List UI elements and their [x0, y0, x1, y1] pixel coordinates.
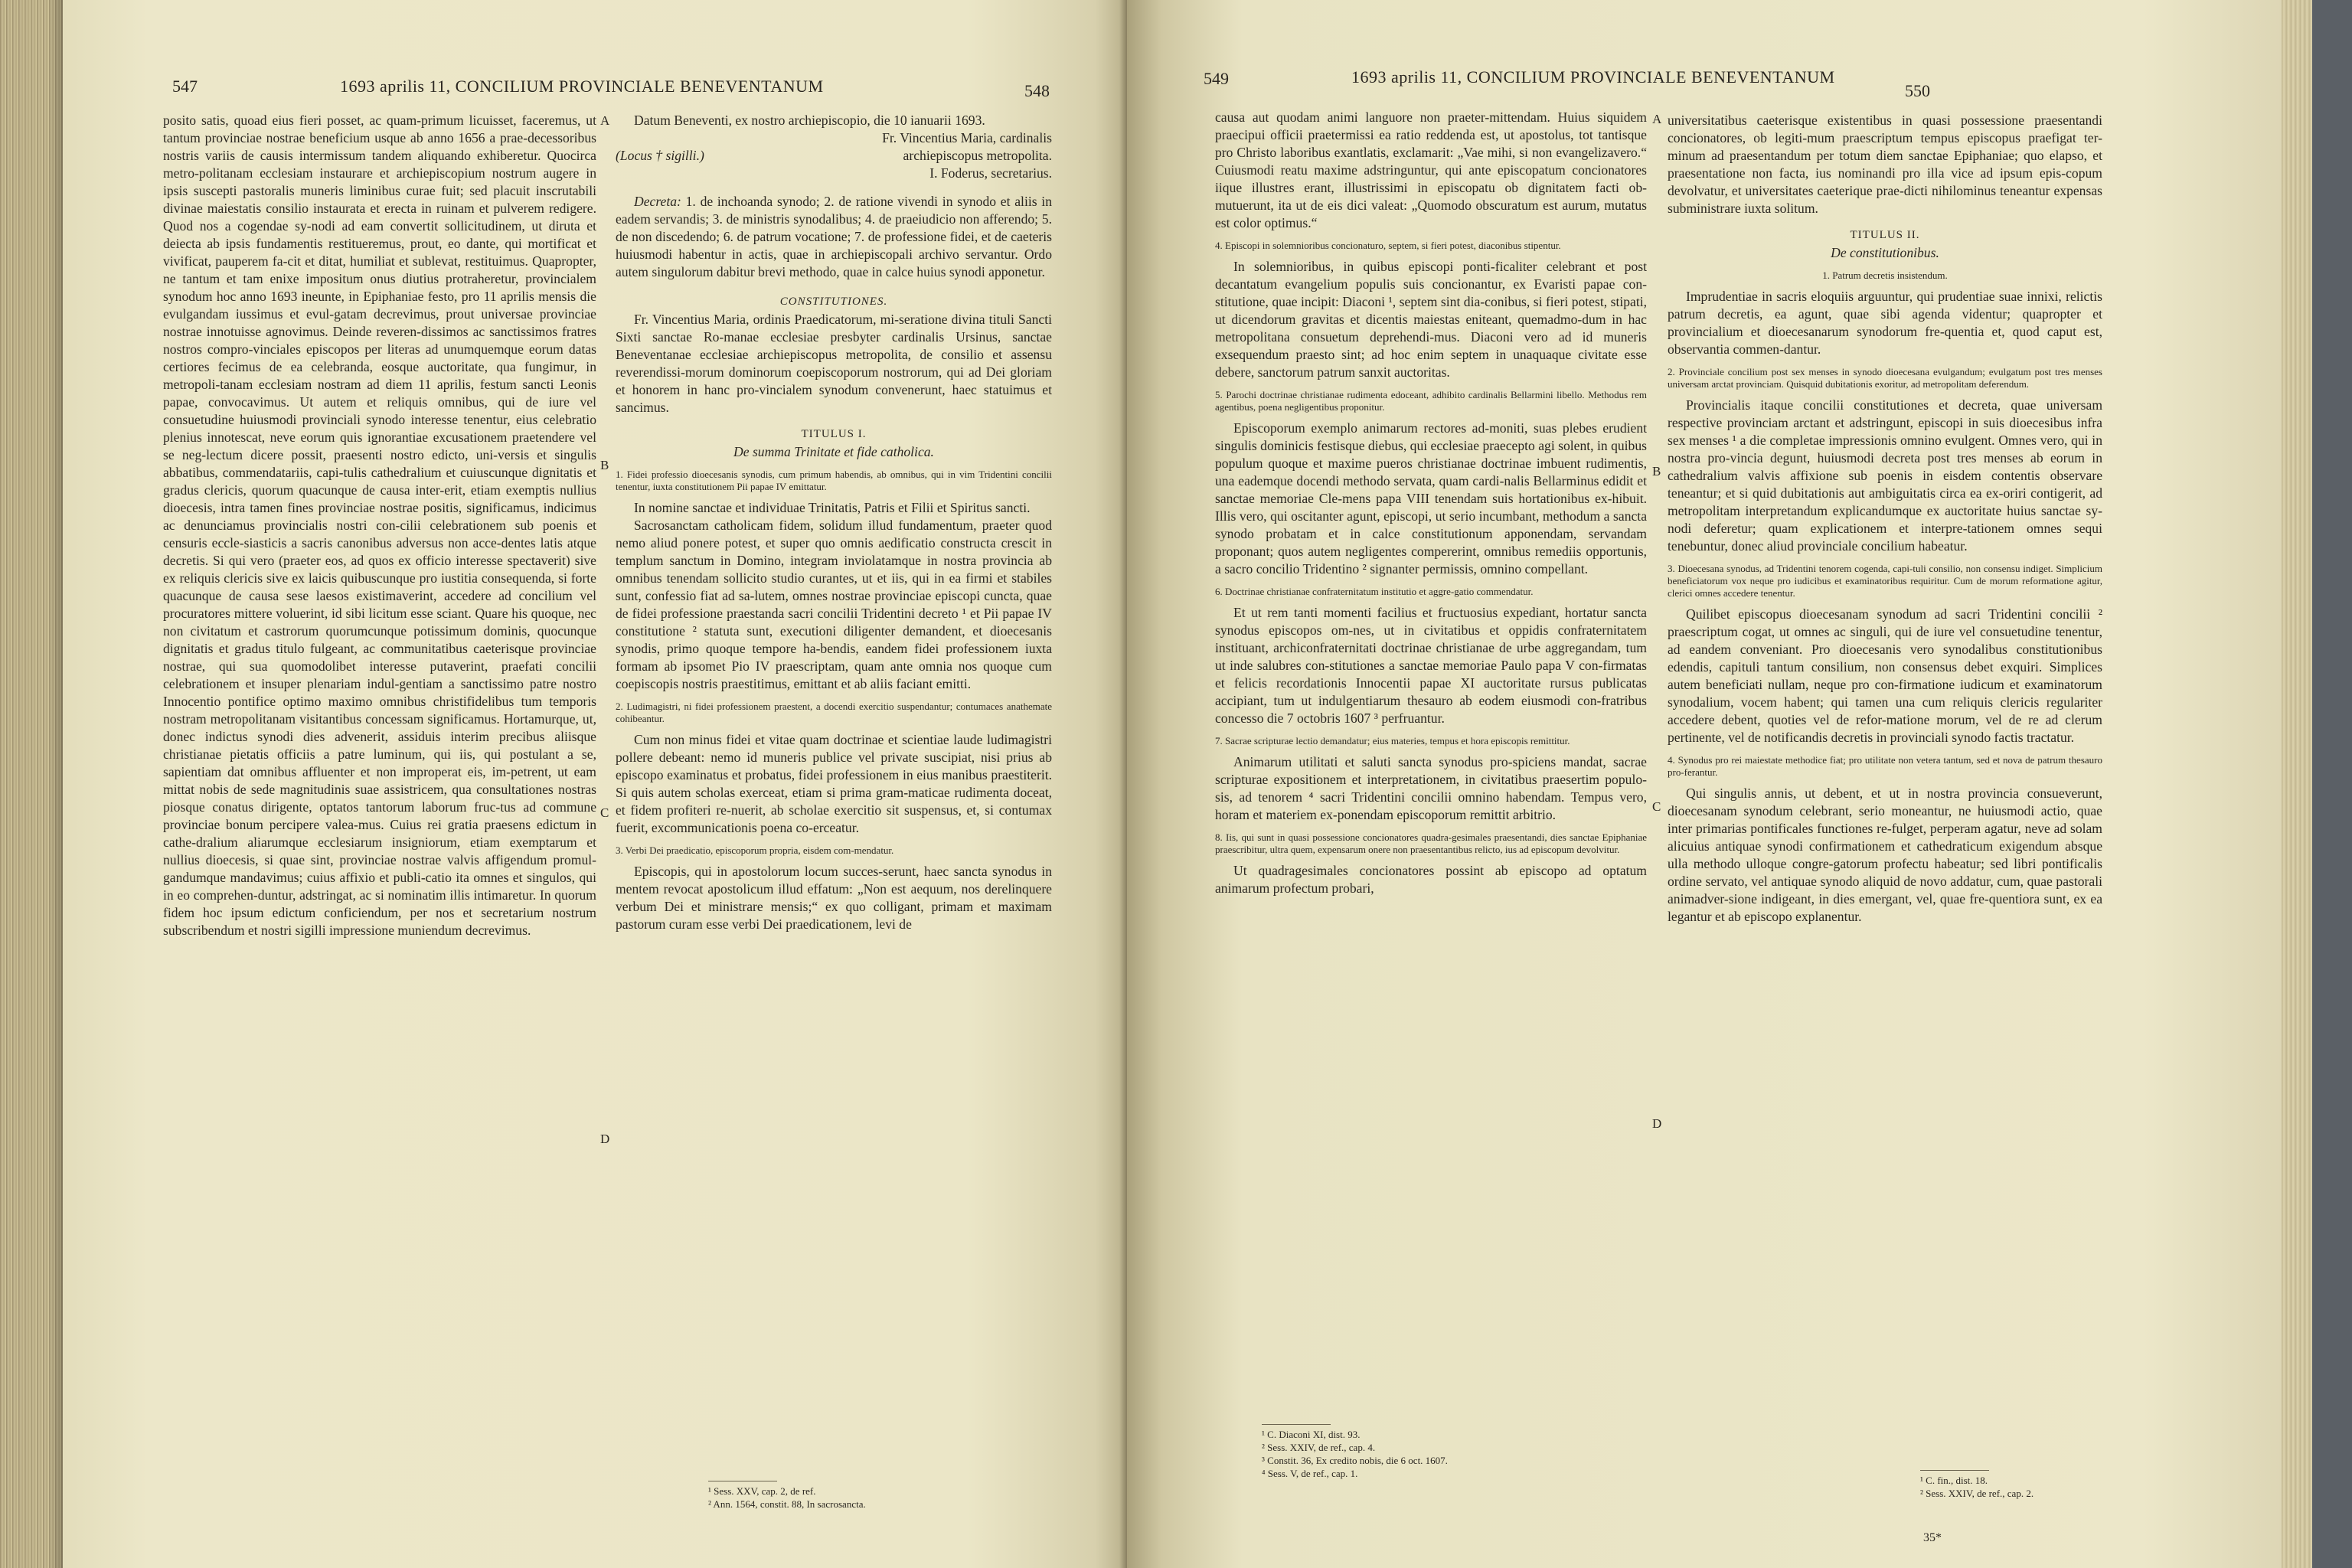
paragraph: Quilibet episcopus dioecesanam synodum ad sacri Tridentini concilii ² praescriptum cogat, ut omnes ac singuli, qui de iure vel consuetudine tenentur, ad eandem conveniant. Pro dioecesanis vero synodalibus constitutionibus edendis, capituli tantum consilium, non consensus debet exquiri. Simplices autem beneficiati nullam, neque pro con-firmatione iudicum et examinatorum synodalium, vocem habent; qui tamen una cum reliquis clericis regulariter accedere debent, quoties vel de refor-matione morum, vel de re ad clerum pertinente, vel de notificandis decretis in provinciali synodo factis tractatur.: [1668, 606, 2102, 745]
margin-letter-d: D: [600, 1132, 610, 1146]
paragraph: Imprudentiae in sacris eloquiis arguuntur, qui prudentiae suae innixi, relictis patrum decretis, ea agunt, quae sibi agenda videntur; quapropter et provincialium et dioecesanarum synodorum fre-quentia et, quod caput est, observantia commen-dantur.: [1668, 289, 2102, 357]
right-footnotes-1: [1262, 1424, 1629, 1480]
left-running-head: 1693 aprilis 11, CONCILIUM PROVINCIALE BENEVENTANUM: [340, 77, 824, 96]
margin-letter-a: A: [600, 113, 610, 128]
titulus-2-subtitle: De constitutionibus.: [1831, 245, 1939, 260]
footnote: ² Ann. 1564, constit. 88, In sacrosancta.: [708, 1498, 866, 1510]
footnote: ¹ Sess. XXV, cap. 2, de ref.: [708, 1485, 816, 1497]
section-heading: 3. Dioecesana synodus, ad Tridentini tenorem cogenda, capi-tuli consilio, non consensu indiget. Simplicium beneficiatorum vox neque pro iudicibus et examinatoribus requiritur. Cum de morum reformatione agitur, clerici omnes accedere tenentur.: [1668, 563, 2102, 599]
section-heading: 1. Fidei professio dioecesanis synodis, cum primum habendis, ab omnibus, qui in vim Tridentini concilii tenentur, iuxta constitutionem Pii papae IV emittatur.: [616, 469, 1052, 492]
sheet-signature: 35*: [1923, 1531, 1942, 1544]
footnote-rule: [1262, 1424, 1331, 1425]
margin-letter-b: B: [1652, 464, 1661, 479]
paragraph: causa aut quodam animi languore non praeter-mittendam. Huius siquidem praecipui officii praetermissi ea ratio reddenda est, ut apostolus, tot tantisque pro Christo laboribus exantlatis, exclamarit: „Vae mihi, si non evangelizavero.“ Cuiusmodi reatu maxime adstringuntur, qui ante episcopatum concionatores iique illustres erant, illustrissimi in episcopatu ob dignitatem facti ob-mutuerunt, ita ut de eis dici valeat: „Quomodo obscuratum est aurum, mutatus est color optimus.“: [1215, 109, 1647, 230]
page-number-550: 550: [1905, 81, 1930, 100]
signature-secretary: I. Foderus, secretarius.: [929, 165, 1052, 181]
datum-line: Datum Beneventi, ex nostro archiepiscopio, die 10 ianuarii 1693.: [634, 113, 985, 128]
footnote-rule: [1920, 1470, 1989, 1471]
decreta-label: Decreta:: [634, 194, 681, 209]
right-column-2: [1668, 112, 2102, 926]
page-number-548: 548: [1024, 81, 1050, 100]
footnote: ¹ C. fin., dist. 18.: [1920, 1475, 1988, 1486]
section-heading: 3. Verbi Dei praedicatio, episcoporum propria, eisdem com-mendatur.: [616, 844, 894, 856]
right-column-1: [1215, 109, 1647, 897]
section-heading: 1. Patrum decretis insistendum.: [1822, 270, 1948, 281]
section-heading: 2. Ludimagistri, ni fidei professionem praestent, a docendi exercitio suspendantur; contumaces anathemate cohibeantur.: [616, 701, 1052, 724]
margin-letter-d: D: [1652, 1116, 1662, 1131]
footnote: ² Sess. XXIV, de ref., cap. 2.: [1920, 1488, 2034, 1499]
footnote: ² Sess. XXIV, de ref., cap. 4.: [1262, 1442, 1376, 1453]
left-book-edge: [0, 0, 63, 1568]
paragraph: Provincialis itaque concilii constitutiones et decreta, quae universam respective provinciam arctant et adstringunt, episcopi in suis dioecesibus infra sex menses ¹ a die completae impressionis omnino evulgent. Omnes vero, qui in nostra pro-vincia degunt, huiusmodi decreta post tres menses ab eorum in cathedralium valvis affixione sub poenis in eisdem contentis observare teneantur; et si quid dubitationis aut ambiguitatis circa ea ex-oriri contigerit, ad metropolitam interpretandum explicandumque ex auctoritate huius sanctae sy-nodi deferetur; quam explicationem et interpre-tationem omnes sequi tenebuntur, donec aliud provinciale concilium habeatur.: [1668, 397, 2102, 554]
page-number-549: 549: [1204, 69, 1229, 88]
page-number-547: 547: [172, 77, 198, 96]
preamble: Fr. Vincentius Maria, ordinis Praedicatorum, mi-seratione divina tituli Sancti Sixti sanctae Ro-manae ecclesiae presbyter cardinalis Ursinus, sanctae Beneventanae ecclesiae archiepiscopus metropolita, de consilio et assensu reverendissi-morum dominorum coepiscoporum nostrorum, qui ad Dei gloriam et honorem in hanc pro-vincialem synodum convenerunt, haec statuimus et sancimus.: [616, 312, 1052, 415]
right-running-head: 1693 aprilis 11, CONCILIUM PROVINCIALE BENEVENTANUM: [1351, 67, 1835, 87]
locus-sigilli: (Locus † sigilli.): [616, 148, 704, 163]
signature-cardinal: Fr. Vincentius Maria, cardinalis: [882, 130, 1052, 145]
signature-row: [616, 147, 1052, 165]
left-footnotes: [708, 1481, 1045, 1511]
margin-letter-b: B: [600, 458, 609, 472]
paragraph: Qui singulis annis, ut debent, et ut in nostra provincia consueverunt, dioecesanam synodum celebrant, serio moneantur, ne huiusmodi actio, quae inter primarias pontificales functiones re-fulget, perperam agatur, neve ad solam alicuius antiquae synodi confirmationem et cathedraticum exigendum absque ulla methodo ulloque congre-gatorum profectu habeatur; sed libri pontificalis ordine servato, vel antiquae synodo aliquid de novo addatur, cum, quae pastorali animadver-sione indigeant, in dies emergant, vel, quae fre-quentiora sunt, ex ea legantur et ab episcopo explanentur.: [1668, 786, 2102, 924]
paragraph: In solemnioribus, in quibus episcopi ponti-ficaliter celebrant et post decantatum evangelium populis suis concionantur, ex Evaristi papae con-stitutione, quae incipit: Diaconi ¹, septem sint dia-conibus, si fieri potest, stipati, ut dicendorum gravitas et dicentis maiestas eniteant, quemadmo-dum in hac metropolitana consuetum deprehendi-mus. Diaconi vero ad id muneris exsequendum praesto sint; ad hoc enim septem in unaquaque civitate esse debere, sanctorum patrum sanxit auctoritas.: [1215, 259, 1647, 380]
left-page: [63, 0, 1127, 1568]
right-book-edge: [2282, 0, 2312, 1568]
left-column-2: [616, 112, 1052, 933]
titulus-2: TITULUS II.: [1850, 229, 1920, 241]
paragraph: Episcopis, qui in apostolorum locum succes-serunt, haec sancta synodus in mentem revocat apostolicum illud effatum: „Non est aequum, nos derelinquere verbum Dei et ministrare mensis;“ ex quo colligant, primam et maximam pastorum curam esse verbi Dei praedicationem, levi de: [616, 864, 1052, 932]
edict-text: posito satis, quoad eius fieri posset, ac quam-primum licuisset, faceremus, ut tantum provinciae nostrae beneficium usque ab anno 1656 a prae-decessoribus nostris variis de causis intermissum tandem aliquando exhiberetur. Quocirca metro-politanam ecclesiam instaurare et archiepiscopium nostrum augere in ipsis suscepti pastoralis muneris liminibus curae fuit; sed placuit inscrutabili divinae maiestatis consilio instaurata et erecta in ruinam et pulverem redigere. Quod nos a cogendae sy-nodi ad eam convertit sollicitudinem, ut diruta et deiecta ab ipsis fundamentis restitueremus, prout, eo dante, qui mortificat et vivificat, pauperem fa-cit et ditat, humiliat et sublevat, restituimus. Quapropter, ne tantum et tam enixe impositum onus diutius protraheretur, provincialem synodum hoc anno 1693 ineunte, in Epiphaniae festo, pro 11 aprilis mensis die evulgandam iussimus et evul-gatam decrevimus, prout universae provinciae nostrae innotuisse agnovimus. Deinde reveren-dissimos ac sanctissimos fratres nostros compro-vinciales episcopos per literas ad unumquemque eorum datas certiores fecimus de ea celebranda, eosque auctoritate, qua fungimur, in metropoli-tanam ecclesiam nostram ad diem 11 aprilis, festum sancti Leonis papae, convocavimus. Ut autem et reliquis omnibus, qui de iure vel consuetudine huiusmodi provinciali synodo interesse tenentur, eius celebratio plenius innotescat, neve eorum quis ignorantiae excusationem praetendere vel se neg-lectum dicere possit, praesenti nostro edicto, uni-versis et singulis abbatibus, commendatariis, capi-tulis cathedralium et cuiuscunque dignitatis et gradus clericis, quorum quacunque de causa inter-erit, etiam exemptis nullius dioecesis, intra tamen fines provinciae nostrae positis, significamus, indicimus ac denunciamus provincialis nostri con-cilii celebrationem sub poenis et censuris eccle-siasticis a sacris canonibus adversus non acce-dentes latis atque decretis. Si qui vero (praeter eos, ad quos ex officio interesse spectaverit) sive ex reliquis clericis sive ex laicis quibuscunque pro iustitia consequenda, si forte quacunque de causa sese laesos existimaverint, accedere ad concilium vel procuratores mittere voluerint, id sibi licitum esse sciant. Quare his quoque, nec non civitatum et castrorum quorumcunque potissimum dominis, quocunque dignitatis et gradus titulo fulgeant, ac communitatibus caeterisque provinciae nostrae, qui sua quomodolibet interesse putaverint, praefati concilii celebrationem et insuper plenariam indul-gentiam a sanctissimo patre nostro Innocentio pontifice optimo maximo omnibus christifidelibus tum temporis nostram metropolitanam visitantibus concessam significamus. Hortamurque, ut, donec indictus synodi dies advenerit, assiduis interim precibus aliisque christianae pietatis officiis a patre luminum, qui iis, qui postulant a se, sapientiam dat omnibus affluenter et non improperat eis, im-petrent, ut eam mittat nobis de sede magnitudinis suae assistricem, qua consultationes nostras piosque conatus dirigente, optatos tantorum laborum fruc-tus ad commune provinciae bonum percipere valea-mus. Cuius rei gratia praesens edictum in cathe-dralium aliarumque ecclesiarum insigniorum, etiam exemptarum et nullius dioecesis, si quae sint, provinciae nostrae valvis affigendum promul-gandumque mandavimus; cuius affixio et publi-catio ita omnes et singulos, qui in eo comprehen-duntur, adstringat, ac si nominatim illis intimaretur. In quorum fidem hoc ipsum edictum conficiendum, per nos et secretarium nostrum subscribendum et nostri sigilli impressione muniendum decrevimus.: [163, 113, 596, 938]
paragraph: Et ut rem tanti momenti facilius et fructuosius expediant, hortatur sancta synodus episcopos om-nes, ut in civitatibus et oppidis confraternitatem instituant, archiconfraternitati doctrinae christianae de urbe aggregandam, tum ut inde salubres con-stitutiones a sanctae memoriae Paulo papa V con-firmatas et felicis recordationis Innocentii papae XI auctoritate rursus publicatas accipiant, tum ut indulgentiarum thesauro ab eodem eiusmodi con-fratribus concesso die 7 octobris 1607 ³ perfruantur.: [1215, 605, 1647, 726]
section-heading: 5. Parochi doctrinae christianae rudimenta edoceant, adhibito cardinalis Bellarmini libello. Methodus rem agentibus, poena negligentibus proponitur.: [1215, 389, 1647, 413]
left-column-1: [163, 112, 596, 939]
background-surface: [2312, 0, 2352, 1568]
margin-letter-a: A: [1652, 112, 1662, 126]
section-heading: 6. Doctrinae christianae confraternitatum institutio et aggre-gatio commendatur.: [1215, 586, 1534, 597]
constitutiones-heading: CONSTITUTIONES.: [779, 296, 888, 308]
titulus-1: TITULUS I.: [801, 428, 867, 440]
footnote: ⁴ Sess. V, de ref., cap. 1.: [1262, 1468, 1358, 1479]
paragraph: Episcoporum exemplo animarum rectores ad-moniti, suas plebes erudient singulis dominicis festisque diebus, qui ecclesiae praecepto agi solent, in quibus populum quoque et maxime pueros christianae doctrinae imbuent rudimentis, una eademque docendi methodo servata, quam cardi-nalis Bellarminus edidit et sanctae memoriae Cle-mens papa VIII tenendam suis hortationibus ex-hibuit. Illis vero, qui oscitanter agunt, episcopi, ut serio incumbant, methodum a sancta synodo probatam et in calce constitutionum apponendam, servandam proponant; quos autem negligentes compererint, omnibus remediis opportunis, a sacro concilio Tridentino ² signanter permissis, omnino compellant.: [1215, 420, 1647, 577]
section-heading: 4. Synodus pro rei maiestate methodice fiat; pro utilitate non vetera tantum, sed et nova de patrum thesauro pro-ferantur.: [1668, 754, 2102, 778]
margin-letter-c: C: [1652, 799, 1661, 814]
section-heading: 8. Iis, qui sunt in quasi possessione concionatores quadra-gesimales praesentandi, dies sanctae Epiphaniae praescribitur, ultra quem, expensarum onere non praesentantibus relicto, ius ad episcopum devolvitur.: [1215, 831, 1647, 855]
right-page: [1127, 0, 2282, 1568]
section-heading: 2. Provinciale concilium post sex menses in synodo dioecesana evulgandum; evulgatum post tres menses universam arctat provinciam. Quisquid dubitationis exoritur, ad metropolitam deferendum.: [1668, 366, 2102, 390]
paragraph: Animarum utilitati et saluti sancta synodus pro-spiciens mandat, sacrae scripturae expositionem et interpretationem, in civitatibus praesertim populo-sis, ad tenorem ⁴ sacri Tridentini concilii omnino habendam. Tempus vero, horam et materiem ex-ponendam episcoporum remittit arbitrio.: [1215, 754, 1647, 822]
footnote: ¹ C. Diaconi XI, dist. 93.: [1262, 1429, 1361, 1440]
titulus-1-subtitle: De summa Trinitate et fide catholica.: [733, 444, 934, 459]
decreta-text: 1. de inchoanda synodo; 2. de ratione vivendi in synodo et aliis in eadem servandis; 3. de ministris synodalibus; 4. de praeiudicio non afferendo; 5. de non discedendo; 6. de patrum vocatione; 7. de professione fidei, et de caeteris huiusmodi habentur in actis, quae in archiepiscopali archivo servantur. Ordo autem singulorum dabitur brevi methodo, quae in calce huius synodi apponetur.: [616, 194, 1052, 279]
margin-letter-c: C: [600, 805, 609, 820]
paragraph: In nomine sanctae et individuae Trinitatis, Patris et Filii et Spiritus sancti.: [634, 500, 1031, 515]
signature-archbishop: archiepiscopus metropolita.: [903, 148, 1052, 163]
section-heading: 7. Sacrae scripturae lectio demandatur; eius materies, tempus et hora episcopis remittitur.: [1215, 735, 1570, 746]
paragraph: Ut quadragesimales concionatores possint ab episcopo ad optatum animarum profectum probari,: [1215, 863, 1647, 896]
paragraph: Cum non minus fidei et vitae quam doctrinae et scientiae laude ludimagistri pollere debeant: nemo id muneris publice vel private suscipiat, nisi prius ab episcopo examinatus et probatus, fidei professionem in eius manibus praestiterit. Si quis autem scholas exerceat, etiam si prima gram-maticae rudimenta doceat, et fidem profiteri re-nuerit, ab scholae exercitio sit suspensus, et, si contumax fuerit, excommunicationis poena co-erceatur.: [616, 732, 1052, 835]
footnote: ³ Constit. 36, Ex credito nobis, die 6 oct. 1607.: [1262, 1455, 1448, 1466]
paragraph: universitatibus caeterisque existentibus in quasi possessione praesentandi concionatores, ob legiti-mum praescriptum tempus episcopus praefigat ter-minum ad praesentandum per totum diem sanctae Epiphaniae; quo elapso, et praesentatione non facta, ius nominandi pro illa vice ad ipsum epis-copum devolvatur, et universitates caeterique prae-dicti nihilominus teneantur expensas subministrare iuxta solitum.: [1668, 113, 2102, 216]
right-footnotes-2: [1920, 1470, 2104, 1500]
section-heading: 4. Episcopi in solemnioribus concionaturo, septem, si fieri potest, diaconibus stipentur.: [1215, 240, 1561, 251]
paragraph: Sacrosanctam catholicam fidem, solidum illud fundamentum, praeter quod nemo aliud ponere potest, et super quo omnis aedificatio constructa crescit in templum sanctum in Domino, integram inviolatamque in nostra provincia ab omnibus tenendam sollicito studio curantes, ut et iis, qui in ea firmi et stabiles sunt, confessio fiat ad sa-lutem, omnes nostrae provinciae episcopi cuncta, quae de fidei professione praestanda sacri concilii Tridentini decreto ¹ et Pii papae IV constitutione ² statuta sunt, executioni diligenter demandent, et dioecesanis synodis, primo quoque tempore ha-bendis, eandem fidei professionem iuxta formam ab ipsomet Pio IV praescriptam, quam ante omnia nos quoque cum coepiscopis nostris praestitimus, emittant et ab aliis faciant emitti.: [616, 518, 1052, 691]
